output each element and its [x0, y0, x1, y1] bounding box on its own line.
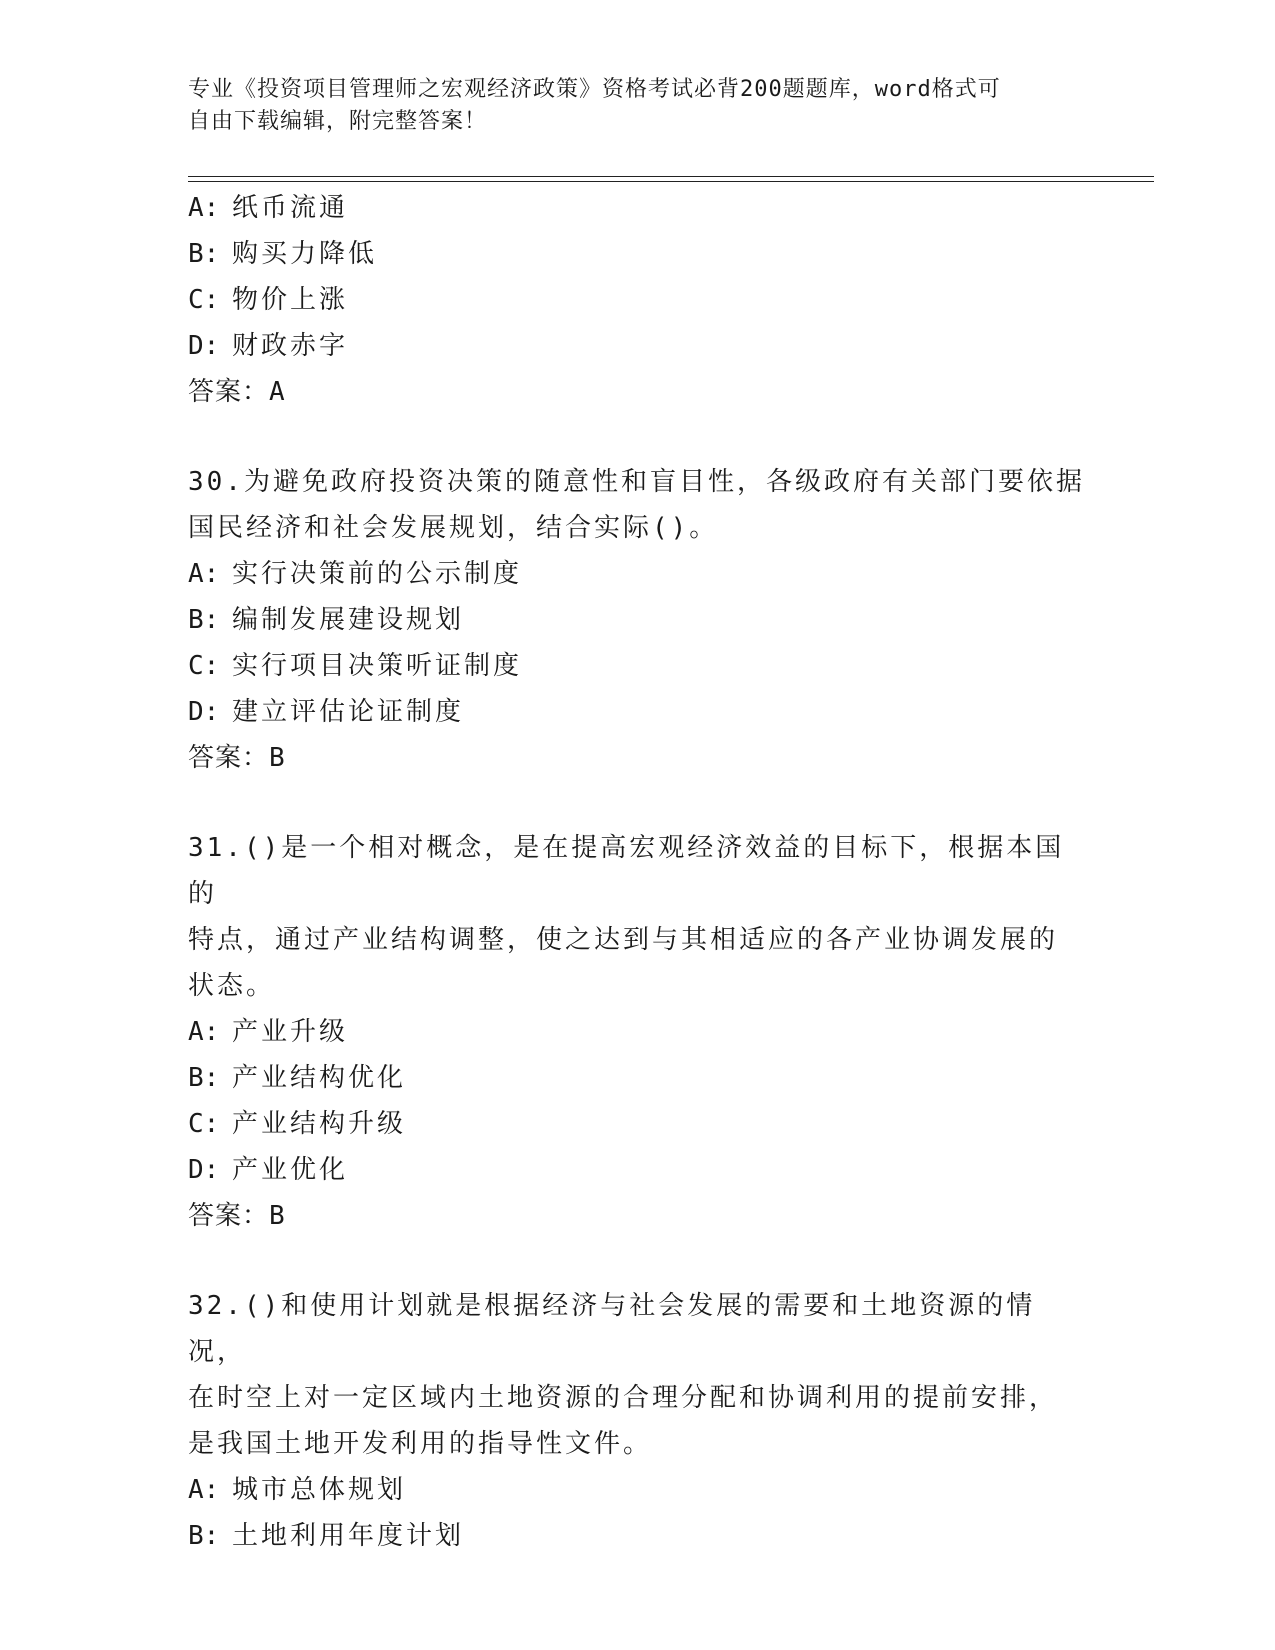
option-text: 产业优化 [232, 1155, 349, 1185]
option-c [188, 277, 1088, 323]
question-stem-line: 31.()是一个相对概念，是在提高宏观经济效益的目标下，根据本国的 [188, 833, 1065, 909]
option-text: 购买力降低 [232, 239, 378, 269]
option-key: A: [188, 559, 220, 589]
option-key: B: [188, 1521, 220, 1551]
option-a [188, 1009, 1088, 1055]
option-key: C: [188, 1109, 220, 1139]
option-key: A: [188, 1475, 220, 1505]
option-d [188, 1147, 1088, 1193]
question-stem-line: 国民经济和社会发展规划，结合实际()。 [188, 513, 719, 543]
question-stem-line: 30.为避免政府投资决策的随意性和盲目性，各级政府有关部门要依据 [188, 467, 1085, 497]
option-key: C: [188, 285, 220, 315]
option-a [188, 1467, 1088, 1513]
option-key: A: [188, 193, 220, 223]
question-stem-line: 特点，通过产业结构调整，使之达到与其相适应的各产业协调发展的 [188, 925, 1059, 955]
question-stem-line: 是我国土地开发利用的指导性文件。 [188, 1429, 653, 1459]
option-key: A: [188, 1017, 220, 1047]
document-header [188, 74, 1068, 138]
question-prev [188, 185, 1088, 415]
question-list [188, 185, 1088, 1559]
option-c [188, 1101, 1088, 1147]
header-divider-top [188, 176, 1154, 177]
question-stem-line: 状态。 [188, 971, 276, 1001]
option-text: 产业升级 [232, 1017, 349, 1047]
option-a [188, 185, 1088, 231]
question-30 [188, 459, 1088, 781]
option-text: 编制发展建设规划 [232, 605, 465, 635]
option-text: 实行项目决策听证制度 [232, 651, 523, 681]
option-b [188, 597, 1088, 643]
answer-text: 答案：B [188, 1201, 286, 1231]
option-b [188, 1055, 1088, 1101]
option-text: 纸币流通 [232, 193, 349, 223]
option-text: 物价上涨 [232, 285, 349, 315]
option-b [188, 231, 1088, 277]
option-b [188, 1513, 1088, 1559]
option-a [188, 551, 1088, 597]
question-32 [188, 1283, 1088, 1559]
option-key: B: [188, 239, 220, 269]
option-key: D: [188, 331, 220, 361]
option-text: 产业结构优化 [232, 1063, 407, 1093]
option-key: C: [188, 651, 220, 681]
option-text: 建立评估论证制度 [232, 697, 465, 727]
question-stem-line: 32.()和使用计划就是根据经济与社会发展的需要和土地资源的情况， [188, 1291, 1036, 1367]
option-text: 土地利用年度计划 [232, 1521, 465, 1551]
option-d [188, 323, 1088, 369]
answer-text: 答案：B [188, 743, 286, 773]
option-key: D: [188, 1155, 220, 1185]
question-31 [188, 825, 1088, 1239]
option-c [188, 643, 1088, 689]
header-line-1: 专业《投资项目管理师之宏观经济政策》资格考试必背200题题库，word格式可 [188, 77, 1001, 102]
option-text: 产业结构升级 [232, 1109, 407, 1139]
header-line-2: 自由下载编辑，附完整答案！ [188, 109, 488, 134]
option-text: 财政赤字 [232, 331, 349, 361]
option-d [188, 689, 1088, 735]
option-text: 实行决策前的公示制度 [232, 559, 523, 589]
header-divider-bottom [188, 181, 1154, 182]
option-text: 城市总体规划 [232, 1475, 407, 1505]
answer-text: 答案：A [188, 377, 286, 407]
option-key: D: [188, 697, 220, 727]
option-key: B: [188, 605, 220, 635]
question-stem-line: 在时空上对一定区域内土地资源的合理分配和协调利用的提前安排， [188, 1383, 1059, 1413]
option-key: B: [188, 1063, 220, 1093]
